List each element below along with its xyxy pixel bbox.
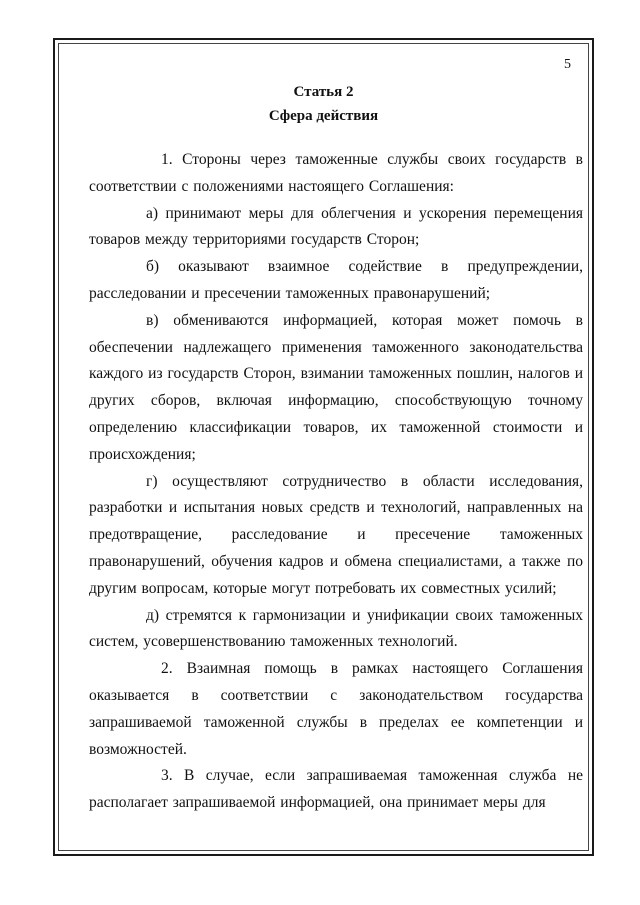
paragraph-1d: д) стремятся к гармонизации и унификации своих таможенных систем, усовершенствованию таможенных технологий. [89, 606, 583, 651]
page-number: 5 [564, 57, 571, 72]
document-body [89, 147, 583, 817]
paragraph-1g: г) осуществляют сотрудничество в области исследования, разработки и испытания новых средств и технологий, направленных на предотвращение, расследование и пресечение таможенных правонарушений, обучения кадров и обмена специалистами, а также по другим вопросам, которые могут потребовать их совместных усилий; [89, 472, 583, 597]
paragraph-1b: б) оказывают взаимное содействие в предупреждении, расследовании и пресечении таможенных правонарушений; [89, 258, 583, 302]
paragraph-3: 3. В случае, если запрашиваемая таможенная служба не располагает запрашиваемой информацией, она принимает меры для [89, 767, 583, 812]
article-title: Статья 2 [293, 84, 354, 100]
paragraph-1: 1. Стороны через таможенные службы своих государств в соответствии с положениями настоящего Соглашения: [89, 151, 583, 195]
paragraph-2: 2. Взаимная помощь в рамках настоящего Соглашения оказывается в соответствии с законодательством государства запрашиваемой таможенной службы в пределах ее компетенции и возможностей. [89, 660, 583, 758]
article-subtitle: Сфера действия [268, 108, 379, 124]
paragraph-1v: в) обмениваются информацией, которая может помочь в обеспечении надлежащего применения таможенного законодательства каждого из государств Сторон, взимании таможенных пошлин, налогов и других сборов, включая информацию, способствующую точному определению классификации товаров, их таможенной стоимости и происхождения; [89, 311, 583, 463]
paragraph-1a: а) принимают меры для облегчения и ускорения перемещения товаров между территориями государств Сторон; [89, 204, 583, 249]
